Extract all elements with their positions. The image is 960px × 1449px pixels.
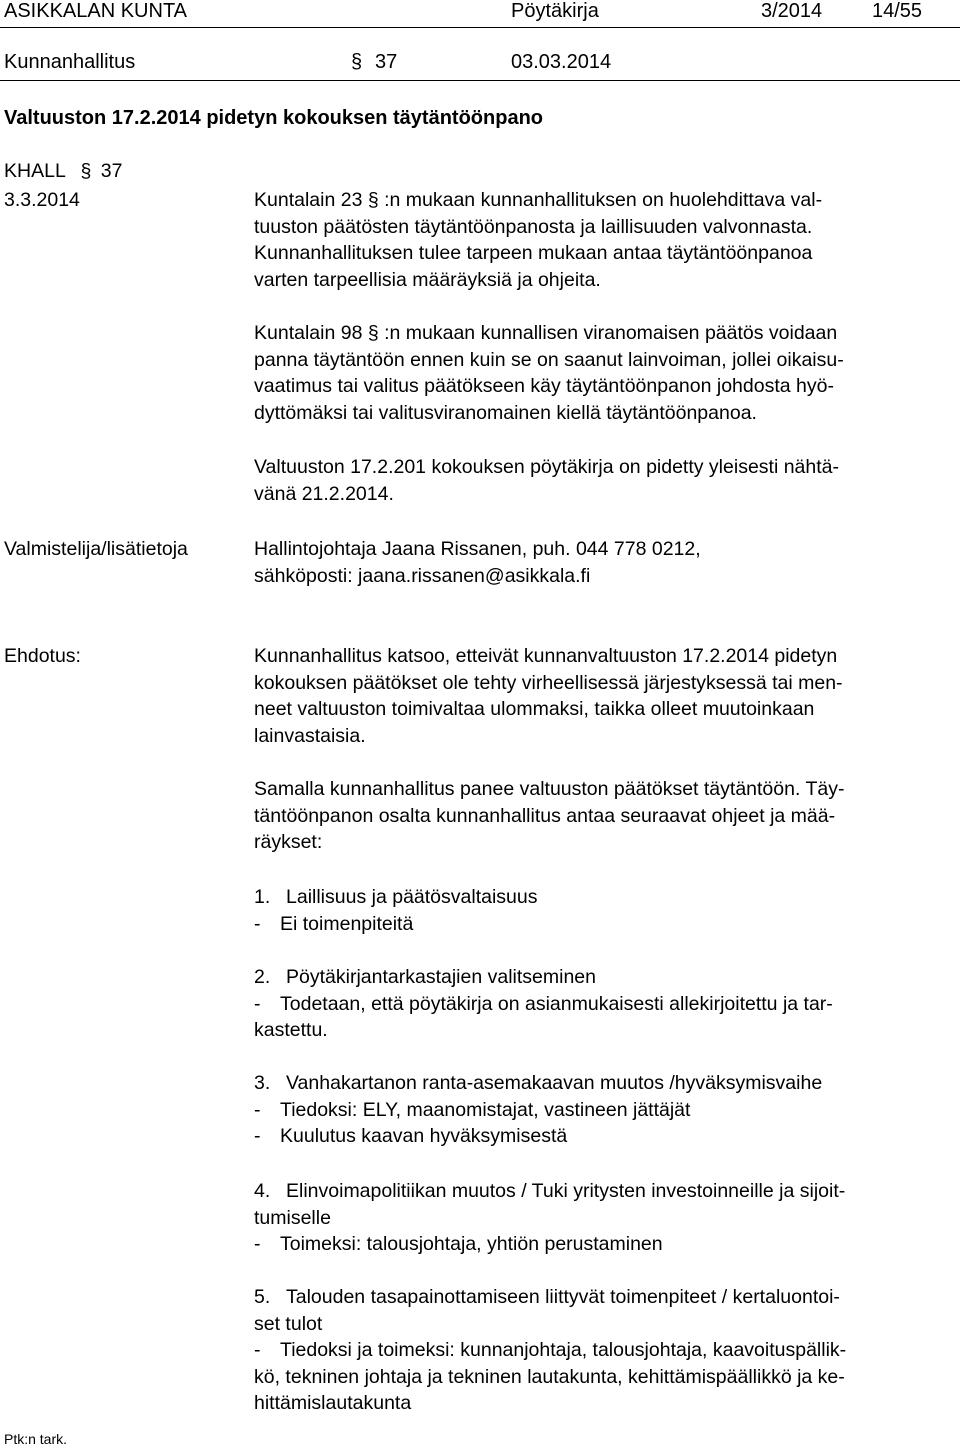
item-1 [254,884,954,937]
item-bullet: - Tiedoksi ja toimeksi: kunnanjohtaja, talousjohtaja, kaavoituspällik- [254,1337,954,1364]
text-line: Valtuuston 17.2.201 kokouksen pöytäkirja on pidetty yleisesti nähtä- [254,456,839,478]
doc-number: 3/2014 [761,0,823,22]
item-bullet-continued: kastettu. [254,1019,328,1041]
item-bullet: - Kuulutus kaavan hyväksymisestä [254,1123,954,1150]
body-name: Kunnanhallitus [4,51,136,73]
item-bullet: - Todetaan, että pöytäkirja on asianmukaisesti allekirjoitettu ja tar- [254,991,954,1018]
item-bullet: - Tiedoksi: ELY, maanomistajat, vastineen jättäjät [254,1097,954,1124]
item-5 [254,1284,954,1417]
text-line: Samalla kunnanhallitus panee valtuuston päätökset täytäntöön. Täy- [254,778,845,800]
text-line: Kuntalain 98 § :n mukaan kunnallisen viranomaisen päätös voidaan [254,322,838,344]
item-3 [254,1070,954,1150]
item-title-continued: set tulot [254,1312,323,1335]
page-number: 14/55 [872,0,923,22]
intro-paragraph-2 [254,320,954,426]
item-title: 3. Vanhakartanon ranta-asemakaavan muutos /hyväksymisvaihe [254,1070,954,1097]
bullet-dash: - [254,912,261,935]
text-line: vänä 21.2.2014. [254,482,394,505]
text-line: Kunnanhallitus katsoo, etteivät kunnanvaltuuston 17.2.2014 pidetyn [254,645,838,667]
bullet-dash: - [254,1125,261,1147]
item-number: 3. [254,1072,271,1094]
text-line: täntöönpanon osalta kunnanhallitus antaa seuraavat ohjeet ja mää- [254,804,836,827]
preparer-info [254,536,954,589]
text-line: dyttömäksi tai valitusviranomainen kiellä täytäntöönpanoa. [254,401,757,424]
bullet-dash: - [254,1339,261,1361]
proposal-paragraph-2 [254,776,954,856]
proposal-label: Ehdotus: [4,645,81,667]
text-line: lainvastaisia. [254,724,366,747]
meeting-date: 03.03.2014 [511,51,612,73]
proposal-paragraph-1 [254,643,954,749]
text-line: Kunnanhallituksen tulee tarpeen mukaan antaa täytäntöönpanoa [254,242,813,264]
ref-section: 37 [100,160,123,182]
item-number: 1. [254,886,271,908]
item-bullet: - Toimeksi: talousjohtaja, yhtiön perustaminen [254,1231,954,1258]
item-bullet: - Ei toimenpiteitä [254,911,954,938]
text-line: panna täytäntöön ennen kuin se on saanut lainvoiman, jollei oikaisu- [254,348,844,371]
preparer-label: Valmistelija/lisätietoja [4,538,188,560]
page-header [0,0,960,82]
text-line: räykset: [254,831,323,853]
text-line: Kuntalain 23 § :n mukaan kunnanhallituksen on huolehdittava val- [254,189,823,211]
reference-block [4,158,122,185]
page-title: Valtuuston 17.2.2014 pidetyn kokouksen täytäntöönpano [4,107,544,129]
text-line: vaatimus tai valitus päätökseen käy täytäntöönpanon johdosta hyö- [254,375,834,397]
preparer-contact: Hallintojohtaja Jaana Rissanen, puh. 044 778 0212, [254,538,701,560]
ref-section-sign: § [80,160,92,182]
intro-paragraph-3 [254,454,954,507]
item-bullet-continued: hittämislautakunta [254,1392,412,1414]
text-line: varten tarpeellisia määräyksiä ja ohjeita. [254,268,601,291]
item-title-continued: tumiselle [254,1206,331,1229]
text-line: kokouksen päätökset ole tehty virheellisessä järjestyksessä tai men- [254,671,843,694]
item-bullet-continued: kö, tekninen johtaja ja tekninen lautakunta, kehittämispäällikkö ja ke- [254,1365,845,1388]
header-rule-top [0,27,960,28]
bullet-dash: - [254,992,261,1015]
item-title: 4. Elinvoimapolitiikan muutos / Tuki yritysten investoinneille ja sijoit- [254,1178,954,1205]
item-title: 1. Laillisuus ja päätösvaltaisuus [254,884,954,911]
item-number: 4. [254,1180,271,1202]
item-4 [254,1178,954,1258]
header-rule-bottom [0,80,960,81]
item-number: 5. [254,1286,271,1308]
ref-body: KHALL [4,160,66,182]
footer-initials-label: Ptk:n tark. [4,1431,68,1447]
ref-date: 3.3.2014 [4,189,80,211]
doc-type: Pöytäkirja [511,0,599,22]
item-title: 2. Pöytäkirjantarkastajien valitseminen [254,964,954,991]
text-line: neet valtuuston toimivaltaa ulommaksi, taikka olleet muutoinkaan [254,698,815,720]
org-name: ASIKKALAN KUNTA [4,0,188,22]
text-line: tuuston päätösten täytäntöönpanosta ja laillisuuden valvonnasta. [254,215,813,238]
bullet-dash: - [254,1233,261,1255]
intro-paragraph-1 [254,187,954,293]
section-sign: § [351,51,363,73]
item-number: 2. [254,966,271,988]
bullet-dash: - [254,1098,261,1121]
preparer-email: sähköposti: jaana.rissanen@asikkala.fi [254,564,591,587]
item-2 [254,964,954,1044]
section-number: 37 [375,51,398,73]
item-title: 5. Talouden tasapainottamiseen liittyvät toimenpiteet / kertaluontoi- [254,1284,954,1311]
